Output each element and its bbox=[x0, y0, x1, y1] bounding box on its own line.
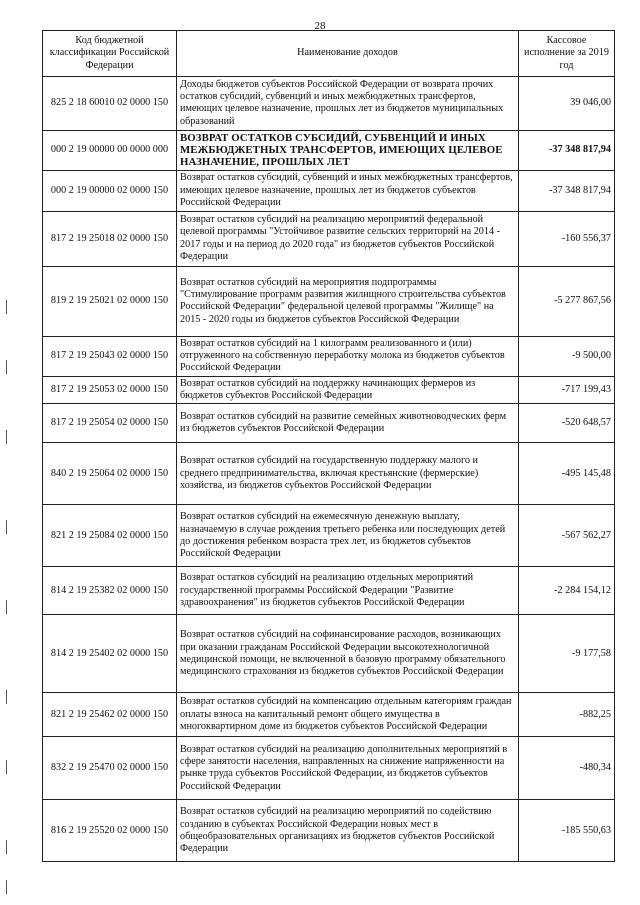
table-row bbox=[43, 800, 615, 862]
row-code: 000 2 19 00000 00 0000 000 bbox=[43, 130, 177, 170]
row-amount: -520 648,57 bbox=[519, 404, 615, 443]
row-amount: -9 177,58 bbox=[519, 615, 615, 693]
row-name: Возврат остатков субсидий на реализацию отдельных мероприятий государственной программы Российской Федерации "Развитие здравоохранения" из бюджетов субъектов Российской Федерации bbox=[177, 567, 519, 615]
row-code: 814 2 19 25382 02 0000 150 bbox=[43, 567, 177, 615]
row-name: ВОЗВРАТ ОСТАТКОВ СУБСИДИЙ, СУБВЕНЦИЙ И ИНЫХ МЕЖБЮДЖЕТНЫХ ТРАНСФЕРТОВ, ИМЕЮЩИХ ЦЕЛЕВОЕ НАЗНАЧЕНИЕ, ПРОШЛЫХ ЛЕТ bbox=[177, 130, 519, 170]
header-name: Наименование доходов bbox=[177, 31, 519, 77]
row-code: 817 2 19 25018 02 0000 150 bbox=[43, 211, 177, 266]
row-amount: -480,34 bbox=[519, 737, 615, 800]
table-row bbox=[43, 266, 615, 336]
row-name: Возврат остатков субсидий на ежемесячную денежную выплату, назначаемую в случае рождения третьего ребенка или последующих детей до достижения ребенком возраста трех лет, из бюджетов субъектов Российской Федерации bbox=[177, 505, 519, 567]
row-name: Возврат остатков субсидий на реализацию мероприятий по содействию созданию в субъектах Российской Федерации новых мест в общеобразовательных организациях из бюджетов субъектов Российской Федерации bbox=[177, 800, 519, 862]
table-row bbox=[43, 336, 615, 376]
row-amount: 39 046,00 bbox=[519, 76, 615, 130]
row-name: Возврат остатков субсидий на реализацию мероприятий федеральной целевой программы "Устойчивое развитие сельских территорий на 2014 - 2017 годы и на период до 2020 года" из бюджетов субъектов Российской Федерации bbox=[177, 211, 519, 266]
table-row bbox=[43, 76, 615, 130]
row-code: 816 2 19 25520 02 0000 150 bbox=[43, 800, 177, 862]
table-row bbox=[43, 130, 615, 170]
row-name: Возврат остатков субсидий на государственную поддержку малого и среднего предпринимательства, включая крестьянские (фермерские) хозяйства, из бюджетов субъектов Российской Федерации bbox=[177, 443, 519, 505]
row-name: Возврат остатков субсидий на реализацию дополнительных мероприятий в сфере занятости населения, направленных на снижение напряженности на рынке труда субъектов Российской Федерации, из бюджетов субъектов Российской Федерации bbox=[177, 737, 519, 800]
row-amount: -37 348 817,94 bbox=[519, 170, 615, 211]
row-name: Возврат остатков субсидий на компенсацию отдельным категориям граждан оплаты взноса на капитальный ремонт общего имущества в многоквартирном доме из бюджетов субъектов Российской Федерации bbox=[177, 693, 519, 737]
row-amount: -37 348 817,94 bbox=[519, 130, 615, 170]
header-amount: Кассовое исполнение за 2019 год bbox=[519, 31, 615, 77]
row-code: 832 2 19 25470 02 0000 150 bbox=[43, 737, 177, 800]
row-name: Возврат остатков субсидий на софинансирование расходов, возникающих при оказании гражданам Российской Федерации высокотехнологичной медицинской помощи, не включенной в базовую программу обязательного медицинского страхования из бюджетов субъектов Российской Федерации bbox=[177, 615, 519, 693]
table-row bbox=[43, 737, 615, 800]
row-name: Возврат остатков субсидий на развитие семейных животноводческих ферм из бюджетов субъектов Российской Федерации bbox=[177, 404, 519, 443]
table-row bbox=[43, 567, 615, 615]
row-amount: -882,25 bbox=[519, 693, 615, 737]
row-code: 817 2 19 25043 02 0000 150 bbox=[43, 336, 177, 376]
row-amount: -567 562,27 bbox=[519, 505, 615, 567]
row-amount: -5 277 867,56 bbox=[519, 266, 615, 336]
row-code: 817 2 19 25053 02 0000 150 bbox=[43, 376, 177, 404]
page-number: 28 bbox=[314, 20, 326, 32]
header-code: Код бюджетной классификации Российской Федерации bbox=[43, 31, 177, 77]
row-code: 814 2 19 25402 02 0000 150 bbox=[43, 615, 177, 693]
scan-edge-marks bbox=[4, 0, 12, 905]
revenue-table bbox=[42, 30, 615, 862]
row-name: Возврат остатков субсидий, субвенций и иных межбюджетных трансфертов, имеющих целевое назначение, прошлых лет из бюджетов субъектов Российской Федерации bbox=[177, 170, 519, 211]
row-code: 825 2 18 60010 02 0000 150 bbox=[43, 76, 177, 130]
table-row bbox=[43, 170, 615, 211]
table-row bbox=[43, 443, 615, 505]
row-amount: -717 199,43 bbox=[519, 376, 615, 404]
row-amount: -160 556,37 bbox=[519, 211, 615, 266]
row-amount: -9 500,00 bbox=[519, 336, 615, 376]
table-row bbox=[43, 376, 615, 404]
table-header-row bbox=[43, 31, 615, 77]
row-code: 000 2 19 00000 02 0000 150 bbox=[43, 170, 177, 211]
table-row bbox=[43, 615, 615, 693]
row-amount: -495 145,48 bbox=[519, 443, 615, 505]
table-row bbox=[43, 693, 615, 737]
row-name: Возврат остатков субсидий на поддержку начинающих фермеров из бюджетов субъектов Российской Федерации bbox=[177, 376, 519, 404]
row-code: 817 2 19 25054 02 0000 150 bbox=[43, 404, 177, 443]
row-code: 840 2 19 25064 02 0000 150 bbox=[43, 443, 177, 505]
table-row bbox=[43, 404, 615, 443]
row-name: Возврат остатков субсидий на 1 килограмм реализованного и (или) отгруженного на собственную переработку молока из бюджетов субъектов Российской Федерации bbox=[177, 336, 519, 376]
row-code: 819 2 19 25021 02 0000 150 bbox=[43, 266, 177, 336]
table-row bbox=[43, 211, 615, 266]
row-amount: -2 284 154,12 bbox=[519, 567, 615, 615]
row-code: 821 2 19 25462 02 0000 150 bbox=[43, 693, 177, 737]
row-code: 821 2 19 25084 02 0000 150 bbox=[43, 505, 177, 567]
row-name: Возврат остатков субсидий на мероприятия подпрограммы "Стимулирование программ развития жилищного строительства субъектов Российской Федерации" федеральной целевой программы "Жилище" на 2015 - 2020 годы из бюджетов субъектов Российской Федерации bbox=[177, 266, 519, 336]
table-row bbox=[43, 505, 615, 567]
row-name: Доходы бюджетов субъектов Российской Федерации от возврата прочих остатков субсидий, субвенций и иных межбюджетных трансфертов, имеющих целевое назначение, прошлых лет из бюджетов муниципальных образований bbox=[177, 76, 519, 130]
row-amount: -185 550,63 bbox=[519, 800, 615, 862]
